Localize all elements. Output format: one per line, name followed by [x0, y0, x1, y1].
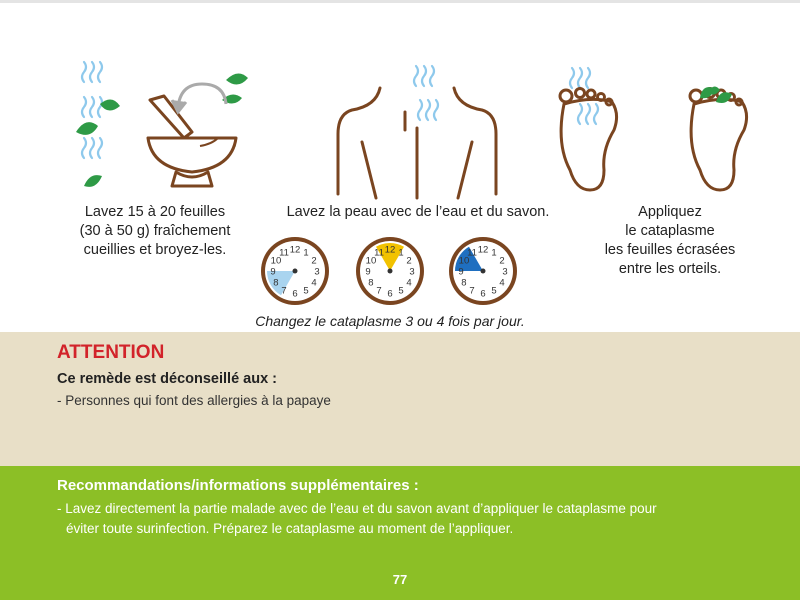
clock-number: 5 [398, 285, 404, 297]
caption-line: (30 à 50 g) fraîchement [79, 223, 231, 239]
mortar-pestle-icon [148, 96, 236, 186]
caption-line: entre les orteils. [618, 261, 722, 277]
clock-number: 4 [311, 277, 317, 289]
recommendations-text [57, 499, 757, 539]
clock-number: 8 [368, 277, 374, 289]
clock-icon [259, 235, 331, 307]
clock-number: 9 [270, 266, 276, 278]
foot-icon [690, 89, 747, 191]
clock-number: 10 [270, 255, 282, 267]
caption-line: Appliquez [638, 204, 702, 220]
clock-number: 12 [289, 244, 301, 256]
clock-number: 9 [458, 266, 464, 278]
attention-subtitle: Ce remède est déconseillé aux : [57, 371, 278, 387]
caption-line: Lavez la peau avec de l’eau et du savon. [286, 204, 550, 220]
clock-icon [447, 235, 519, 307]
back-torso-icon [338, 88, 496, 198]
clock-number: 6 [292, 288, 298, 300]
clock-number: 2 [406, 255, 412, 267]
attention-title: ATTENTION [57, 342, 165, 363]
clock-number: 4 [499, 277, 505, 289]
clock-number: 3 [409, 266, 415, 278]
caption-line: Lavez 15 à 20 feuilles [84, 204, 226, 220]
attention-panel [0, 332, 800, 466]
clock-number: 8 [461, 277, 467, 289]
clock-number: 5 [303, 285, 309, 297]
recommendations-line: éviter toute surinfection. Préparez le cataplasme au moment de l’appliquer. [66, 521, 514, 536]
clock-number: 9 [365, 266, 371, 278]
clock-number: 6 [387, 288, 393, 300]
clock-number: 11 [374, 247, 384, 259]
clock-number: 12 [477, 244, 489, 256]
clock-number: 11 [467, 247, 477, 259]
water-waves-icon [414, 66, 438, 120]
clock-number: 12 [384, 244, 396, 256]
clock-icon [354, 235, 426, 307]
page-number: 77 [392, 572, 408, 587]
clock-number: 1 [303, 247, 309, 259]
illustrations [0, 0, 800, 200]
clock-caption: Changez le cataplasme 3 ou 4 fois par jour. [255, 313, 525, 329]
rotate-arrow-icon [172, 84, 226, 112]
clock-number: 3 [502, 266, 508, 278]
clock-number: 10 [365, 255, 377, 267]
recommendations-line: - Lavez directement la partie malade avec de l’eau et du savon avant d’appliquer le cataplasme pour [57, 501, 657, 516]
step-1-caption [50, 203, 260, 260]
caption-line: cueillies et broyez-les. [83, 242, 227, 258]
clock-number: 4 [406, 277, 412, 289]
step-2-caption [268, 203, 568, 222]
water-waves-icon [82, 62, 102, 158]
caption-line: le cataplasme [625, 223, 715, 239]
clock-number: 11 [279, 247, 289, 259]
clock-number: 8 [273, 277, 279, 289]
step-3-caption [585, 203, 755, 279]
recommendations-title: Recommandations/informations supplémentaires : [57, 477, 419, 494]
clock-number: 2 [311, 255, 317, 267]
clock-number: 1 [491, 247, 497, 259]
clock-number: 6 [480, 288, 486, 300]
clock-number: 3 [314, 266, 320, 278]
attention-item: - Personnes qui font des allergies à la papaye [57, 393, 331, 408]
clock-number: 2 [499, 255, 505, 267]
clock-number: 5 [491, 285, 497, 297]
clock-number: 1 [398, 247, 404, 259]
clock-number: 7 [469, 285, 475, 297]
clock-number: 7 [281, 285, 287, 297]
caption-line: les feuilles écrasées [604, 242, 736, 258]
clock-number: 7 [376, 285, 382, 297]
clock-number: 10 [458, 255, 470, 267]
recommendations-panel [0, 466, 800, 600]
